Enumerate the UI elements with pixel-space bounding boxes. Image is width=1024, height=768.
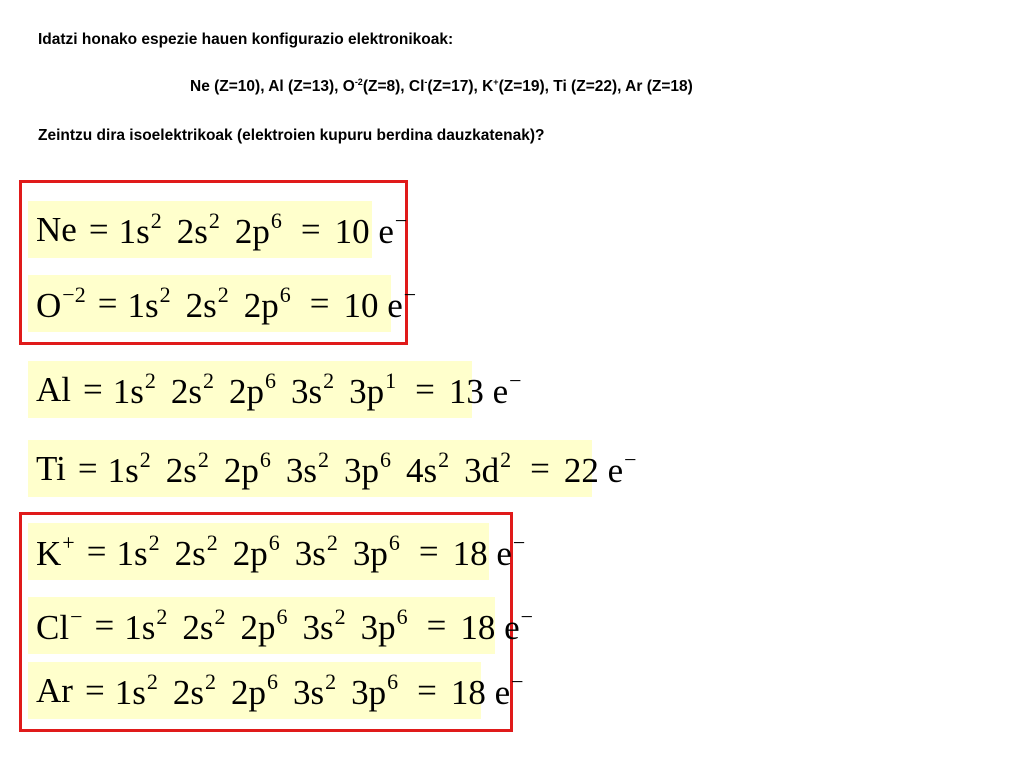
species-charge: -2 — [354, 77, 363, 87]
orbital-term — [361, 604, 408, 648]
electron-count: 6 — [266, 668, 278, 694]
symbol-text: K — [36, 533, 62, 573]
electron-count: 2 — [144, 367, 156, 393]
orbital-label: 3p — [360, 607, 396, 647]
electron-count: 6 — [268, 529, 280, 555]
species-charge: + — [493, 77, 499, 87]
electron-total-value: 10 e — [334, 211, 394, 251]
electron-count: 2 — [323, 367, 335, 393]
equals-sign: = — [86, 531, 107, 571]
species-symbol — [36, 370, 71, 410]
orbital-label: 3p — [344, 450, 379, 490]
equation-k — [28, 523, 526, 580]
orbital-term — [351, 669, 398, 713]
orbital-term — [291, 368, 334, 412]
orbital-term — [186, 282, 229, 326]
electron-sign: − — [394, 207, 408, 233]
electron-count: 6 — [387, 668, 399, 694]
equals-sign: = — [417, 670, 437, 710]
electron-total-value: 18 e — [460, 607, 520, 647]
equals-sign: = — [426, 605, 447, 645]
equals-sign: = — [84, 670, 105, 710]
symbol-text: Ti — [36, 448, 66, 488]
orbital-label: 3s — [292, 672, 325, 712]
electron-count: 2 — [150, 207, 162, 233]
species-symbol — [36, 604, 83, 648]
electron-count: 2 — [325, 668, 337, 694]
electron-count: 2 — [214, 603, 226, 629]
electron-count: 6 — [380, 446, 391, 472]
orbital-label: 2p — [229, 371, 264, 411]
electron-count: 2 — [203, 367, 214, 393]
electron-count: 6 — [279, 281, 291, 307]
equals-sign: = — [94, 605, 115, 645]
orbital-term — [235, 208, 282, 252]
electron-count: 2 — [146, 668, 158, 694]
species-charge: - — [424, 77, 428, 87]
ion-charge: + — [62, 529, 75, 555]
electron-total — [453, 530, 526, 574]
orbital-label: 1s — [124, 607, 156, 647]
equals-sign: = — [418, 531, 439, 571]
electron-count: 6 — [388, 529, 400, 555]
electron-sign: − — [624, 446, 637, 472]
electron-total — [449, 368, 522, 412]
electron-total-value: 13 e — [448, 371, 509, 411]
electron-count: 2 — [156, 603, 168, 629]
orbital-term — [229, 368, 276, 412]
orbital-term — [464, 447, 511, 491]
symbol-text: Ar — [36, 670, 73, 710]
orbital-label: 3d — [464, 450, 500, 490]
orbital-term — [293, 669, 336, 713]
orbital-label: 1s — [114, 672, 146, 712]
symbol-text: Cl — [36, 607, 70, 647]
species-symbol — [36, 449, 66, 489]
orbital-label: 1s — [118, 211, 150, 251]
equals-sign: = — [309, 283, 330, 323]
equals-sign: = — [97, 283, 118, 323]
orbital-term — [116, 530, 159, 574]
electron-sign: − — [511, 668, 524, 694]
orbital-term — [231, 669, 278, 713]
orbital-label: 3p — [352, 533, 388, 573]
orbital-term — [406, 447, 449, 491]
electron-sign: − — [512, 529, 526, 555]
equation-o — [28, 275, 417, 332]
species-text: (Z=19), Ti (Z=22), Ar (Z=18) — [498, 78, 693, 95]
electron-count: 6 — [265, 367, 276, 393]
orbital-term — [349, 368, 396, 412]
isoelectronic-question: Zeintzu dira isoelektrikoak (elektroien kupuru berdina dauzkatenak)? — [38, 127, 545, 144]
orbital-term — [115, 669, 158, 713]
orbital-term — [127, 282, 170, 326]
orbital-term — [224, 447, 271, 491]
orbital-label: 2p — [223, 450, 259, 490]
equation-ne — [28, 201, 408, 258]
equals-sign: = — [83, 369, 103, 409]
orbital-term — [244, 282, 291, 326]
electron-count: 2 — [334, 603, 346, 629]
species-text: (Z=8), Cl — [362, 78, 425, 95]
electron-count: 6 — [396, 603, 408, 629]
electron-total — [460, 604, 533, 648]
orbital-label: 1s — [116, 533, 148, 573]
orbital-term — [171, 368, 214, 412]
electron-total-value: 22 e — [563, 450, 624, 490]
electron-count: 2 — [500, 446, 512, 472]
orbital-term — [113, 368, 156, 412]
orbital-term — [303, 604, 346, 648]
electron-count: 2 — [326, 529, 338, 555]
orbital-label: 2s — [172, 672, 204, 712]
orbital-label: 2p — [230, 672, 266, 712]
orbital-label: 2s — [170, 371, 202, 411]
orbital-label: 2p — [232, 533, 268, 573]
electron-total-value: 18 e — [450, 672, 511, 712]
orbital-term — [124, 604, 167, 648]
orbital-label: 3s — [291, 371, 323, 411]
species-symbol — [36, 210, 77, 250]
orbital-term — [119, 208, 162, 252]
equation-ti — [28, 440, 637, 497]
electron-count: 2 — [159, 281, 171, 307]
orbital-term — [233, 530, 280, 574]
orbital-label: 2p — [243, 285, 279, 325]
species-list — [190, 77, 693, 96]
symbol-text: Al — [36, 369, 71, 409]
electron-total — [335, 208, 408, 252]
orbital-label: 2s — [165, 450, 197, 490]
orbital-label: 3s — [302, 607, 334, 647]
electron-count: 2 — [148, 529, 160, 555]
ion-charge: −2 — [62, 281, 86, 307]
electron-count: 2 — [197, 446, 209, 472]
electron-count: 2 — [204, 668, 216, 694]
orbital-term — [177, 208, 220, 252]
symbol-text: O — [36, 285, 62, 325]
instruction-text: Idatzi honako espezie hauen konfigurazio elektronikoak: — [38, 31, 454, 48]
electron-count: 6 — [276, 603, 288, 629]
equation-al — [28, 361, 522, 418]
orbital-label: 3p — [349, 371, 385, 411]
species-text: (Z=17), K — [427, 78, 494, 95]
electron-total-value: 10 e — [343, 285, 403, 325]
orbital-term — [175, 530, 218, 574]
electron-count: 2 — [206, 529, 218, 555]
orbital-term — [108, 447, 151, 491]
orbital-label: 1s — [112, 371, 144, 411]
electron-sign: − — [509, 367, 522, 393]
equation-cl — [28, 597, 534, 654]
electron-count: 2 — [139, 446, 151, 472]
equals-sign: = — [530, 448, 550, 488]
electron-count: 2 — [217, 281, 229, 307]
electron-count: 2 — [208, 207, 220, 233]
species-symbol — [36, 671, 73, 711]
electron-total — [451, 669, 524, 713]
electron-count: 2 — [318, 446, 329, 472]
orbital-label: 1s — [127, 285, 159, 325]
orbital-term — [286, 447, 329, 491]
equals-sign: = — [415, 369, 435, 409]
ion-charge: − — [70, 603, 83, 629]
electron-total-value: 18 e — [452, 533, 512, 573]
electron-total — [343, 282, 416, 326]
orbital-label: 3s — [285, 450, 317, 490]
orbital-label: 3p — [351, 672, 387, 712]
orbital-term — [344, 447, 391, 491]
orbital-label: 3s — [294, 533, 326, 573]
orbital-term — [353, 530, 400, 574]
electron-sign: − — [520, 603, 534, 629]
electron-sign: − — [403, 281, 417, 307]
species-symbol — [36, 282, 86, 326]
electron-count: 6 — [270, 207, 282, 233]
orbital-term — [166, 447, 209, 491]
orbital-term — [241, 604, 288, 648]
electron-total — [564, 447, 637, 491]
orbital-label: 2s — [182, 607, 214, 647]
symbol-text: Ne — [36, 209, 77, 249]
equals-sign: = — [300, 209, 321, 249]
electron-count: 2 — [438, 446, 450, 472]
orbital-term — [295, 530, 338, 574]
orbital-term — [182, 604, 225, 648]
species-text: Ne (Z=10), Al (Z=13), O — [190, 78, 355, 95]
electron-count: 1 — [385, 367, 397, 393]
orbital-label: 2s — [176, 211, 208, 251]
equation-ar — [28, 662, 524, 719]
orbital-label: 1s — [107, 450, 139, 490]
orbital-term — [173, 669, 216, 713]
equals-sign: = — [88, 209, 109, 249]
equals-sign: = — [77, 448, 98, 488]
orbital-label: 2p — [240, 607, 276, 647]
orbital-label: 2p — [234, 211, 270, 251]
electron-count: 6 — [259, 446, 271, 472]
orbital-label: 2s — [185, 285, 217, 325]
species-symbol — [36, 530, 75, 574]
orbital-label: 2s — [174, 533, 206, 573]
orbital-label: 4s — [406, 450, 438, 490]
